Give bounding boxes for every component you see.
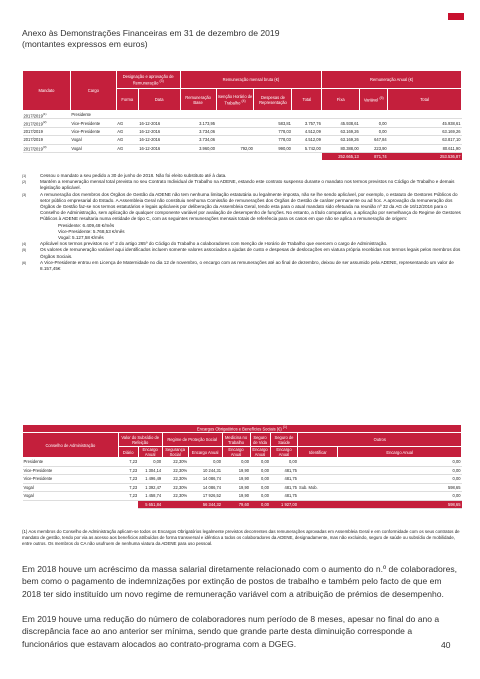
cell-seguro-saude: 0,00: [270, 458, 298, 467]
cell-variavel: 0,00: [360, 119, 388, 127]
header-rem-mensal: Remuneração mensal bruta (€): [180, 71, 322, 89]
cell-seguranca-social: 22,30%: [162, 466, 188, 475]
header-diario: Diário: [118, 447, 138, 458]
note-marker: (3): [22, 192, 27, 197]
cell-seguro-vida: 0,00: [250, 492, 270, 501]
remuneration-table: [22, 70, 462, 160]
header-encargo-anual-1: Encargo Anual: [138, 447, 162, 458]
totals-blank: [298, 500, 338, 509]
header-isencao: Isenção Horário de Trabalho $^{(4)}$: [216, 89, 254, 111]
cell-total: 4.512,09: [292, 136, 322, 144]
cell-cargo: Vogal: [23, 483, 119, 492]
totals-blank: [162, 500, 188, 509]
cell-mandato: 2017/2019: [23, 136, 71, 144]
cell-cargo: Vice-Presidente: [70, 119, 116, 127]
cell-base: 3.734,06: [180, 127, 216, 135]
cell-forma: AG: [116, 119, 138, 127]
header-fixa: Fixa: [322, 89, 360, 111]
table2-footnote: (1) Aos membros do Conselho de Administração aplicam-se todos os Encargos Obrigatórios legalmente previstos decorrentes das remunerações aprovadas em Assembleia Geral e em conformidade com os seus contratos de mandato de gestão, tendo por via as acesso aos benefícios atribuídos de forma transversal e idêntica a todos os colaboradores da ADENE, designadamente, mas não excluindo, seguro de saúde ou subsídio de mobilidade, entre outros. Os membros do CA não usufruem de nenhuma viatura da ADENE para uso pessoal.: [22, 529, 460, 546]
cell-forma: AG: [116, 136, 138, 144]
cell-identificar: [298, 458, 338, 467]
header-mandato: Mandato: [23, 71, 71, 111]
cell-total-anual: [388, 111, 462, 119]
header-encargo-anual-4: Encargo Anual: [250, 447, 270, 458]
header-data: Data: [138, 89, 180, 111]
header-protecao: Regime de Proteção Social: [162, 433, 222, 447]
note-marker: (4): [22, 242, 27, 247]
total-encargo-protecao: 56 344,32: [188, 500, 222, 509]
cell-data: 16-12-2016: [138, 136, 180, 144]
cell-medicina: 19,90: [222, 466, 250, 475]
cell-total-anual: 63.817,10: [388, 136, 462, 144]
note-text: A remuneração dos membros dos Órgãos de Gestão da ADENE não tem nenhuma limitação estatutária ou legalmente imposta, não se lhe sendo aplicável, por exemplo, o estatuto de Gestores Públicos do setor público empresarial do Estado. A Assembleia Geral não constituiu nenhuma Comissão de remunerações dos Órgãos de Gestão de caráter permanente ou ad hoc. A aprovação da remuneração dos Órgãos de Gestão faz-se nos termos estatutários e legais aplicáveis por deliberação da Assembleia Geral, tendo esta para o atual mandato sido efetuada na reunião nº 32 da AG de 16/12/2016 para o Conselho de Administração, sem aplicação de qualquer componente variável por avaliação de desempenho de funções. No entanto, a título comparativo, a aplicação por semelhança do Regime de Gestores Públicos à ADENE resultaria numa entidade de tipo C, com as seguintes remunerações mensais totais de referência para os casos em que não se aplica a remuneração de origem:: [40, 191, 461, 222]
cell-data: 16-12-2016: [138, 127, 180, 135]
table-row: [23, 483, 462, 492]
note-text: Vogal: 5.127,58 €/mês: [58, 235, 104, 241]
note-marker: (2): [22, 180, 27, 185]
totals-row: [23, 152, 462, 160]
table-row: [23, 475, 462, 484]
note-text: Vice-Presidente: 5.768,53 €/mês: [58, 228, 125, 234]
total-variavel: 871,74: [360, 152, 388, 160]
note-item: [22, 260, 462, 272]
header-designacao: Designação e aprovação de Remuneração $^{(3)}$: [116, 71, 180, 89]
header-encargo-anual-3: Encargo Anual: [222, 447, 250, 458]
header-rem-base: Remuneração Base: [180, 89, 216, 111]
header-encargo-anual-5: Encargo Anual: [270, 447, 298, 458]
cell-diario: 7,23: [118, 466, 138, 475]
cell-seguro-vida: 0,00: [250, 458, 270, 467]
table-row: [23, 466, 462, 475]
table-row: [23, 111, 462, 119]
cell-despesas: 778,03: [254, 136, 292, 144]
cell-diario: 7,23: [118, 475, 138, 484]
cell-total-anual: 80.611,90: [388, 144, 462, 152]
cell-encargo-outros: 0,00: [338, 466, 462, 475]
cell-seguro-saude: 481,75: [270, 466, 298, 475]
cell-forma: [116, 111, 138, 119]
header-variavel: Variável $^{(5)}$: [360, 89, 388, 111]
cell-diario: 7,23: [118, 458, 138, 467]
header-total-anual: Total: [388, 89, 462, 111]
note-marker: (1): [22, 174, 27, 178]
header-identificar: Identificar: [298, 447, 338, 458]
cell-cargo: Vogal: [23, 492, 119, 501]
totals-row: [23, 500, 462, 509]
header-conselho: Conselho de Administração: [23, 433, 119, 458]
cell-seguro-vida: 0,00: [250, 466, 270, 475]
cell-encargo-outros: 0,00: [338, 475, 462, 484]
header-encargo-anual-2: Encargo Anual: [188, 447, 222, 458]
cell-encargo-protecao: 10 244,31: [188, 466, 222, 475]
header-accent-bar: [448, 13, 464, 20]
cell-fixa: [322, 111, 360, 119]
cell-encargo-outros: 598,65: [338, 483, 462, 492]
header-seguro-vida: Seguro de Vida: [250, 433, 270, 447]
cell-seguro-vida: 0,00: [250, 483, 270, 492]
cell-despesas: 990,00: [254, 144, 292, 152]
cell-mandato: 2017/2019$^{(3)}$: [23, 144, 71, 152]
table-row: [23, 136, 462, 144]
header-forma: Forma: [116, 89, 138, 111]
cell-identificar: [298, 492, 338, 501]
table-row: [23, 144, 462, 152]
cell-seguro-saude: 481,75: [270, 492, 298, 501]
note-text: Cessou o mandato a seu pedido a 30 de junho de 2018. Não foi eleito substituto até à data.: [40, 173, 227, 178]
social-charges-table: [22, 424, 462, 509]
cell-base: 3.960,00: [180, 144, 216, 152]
header-outros: Outros: [298, 433, 462, 447]
page-number: 40: [441, 640, 451, 650]
cell-seguro-saude: 481,75: [270, 483, 298, 492]
cell-medicina: 19,90: [222, 483, 250, 492]
cell-fixa: 63.169,26: [322, 127, 360, 135]
header-rem-anual: Remuneração Anual (€): [322, 71, 462, 89]
cell-fixa: 45.938,61: [322, 119, 360, 127]
cell-isencao: [216, 136, 254, 144]
cell-cargo: Presidente: [23, 458, 119, 467]
total-fixa: 252.665,13: [322, 152, 360, 160]
cell-identificar: [298, 466, 338, 475]
cell-medicina: 19,90: [222, 492, 250, 501]
cell-encargo-refeicao: 1 392,47: [138, 483, 162, 492]
cell-medicina: 19,90: [222, 475, 250, 484]
cell-variavel: 647,84: [360, 136, 388, 144]
note-text: Os valores de remuneração variável aqui identificados incluem somente valores associados a ajudas de custo e despesas de deslocações em viatura própria recebidas nos termos legais pelos membros dos Órgãos Sociais.: [40, 247, 461, 259]
totals-spacer: [23, 152, 322, 160]
cell-mandato: 2017/2019: [23, 127, 71, 135]
total-seguro-saude: 1 927,00: [270, 500, 298, 509]
cell-cargo: Vice-Presidente: [70, 127, 116, 135]
cell-total: 4.512,09: [292, 127, 322, 135]
note-text: Presidente: 6.409,48 €/mês: [58, 222, 115, 228]
paragraph-2019: Em 2019 houve uma redução do número de colaboradores num período de 8 meses, apesar no final do ano a discrepância face ao ano anterior ser mínima, sendo que grande parte desta diminuição corresponde a funcionários que estavam alocados ao contrato-programa com a DGEG.: [22, 614, 440, 649]
cell-isencao: [216, 111, 254, 119]
table-row: [23, 119, 462, 127]
cell-encargo-protecao: 14 086,74: [188, 475, 222, 484]
cell-encargo-refeicao: 1 458,74: [138, 492, 162, 501]
header-medicina: Medicina no Trabalho: [222, 433, 250, 447]
note-text: Mantém a remuneração mensal total prevista no seu Contrato Individual de Trabalho na ADENE, estando este contrato suspenso durante o mandato nos termos previstos no Código de Trabalho e demais legislação aplicável.: [40, 179, 455, 191]
cell-total-anual: 63.169,26: [388, 127, 462, 135]
cell-cargo: Presidente: [70, 111, 116, 119]
table-row: [23, 458, 462, 467]
cell-forma: AG: [116, 144, 138, 152]
note-item: [22, 247, 462, 259]
cell-seguranca-social: 22,30%: [162, 492, 188, 501]
cell-identificar: [298, 475, 338, 484]
note-text: Aplicável nos termos previstos no nº 2 do artigo 265º do Código do Trabalho a colaboradores com Isenção de Horário de Trabalho que exercem o cargo de Administração.: [40, 241, 388, 247]
cell-fixa: 80.388,00: [322, 144, 360, 152]
cell-seguranca-social: 22,30%: [162, 475, 188, 484]
cell-fixa: 63.169,26: [322, 136, 360, 144]
header-seguro-saude: Seguro de Saúde: [270, 433, 298, 447]
cell-variavel: 0,00: [360, 127, 388, 135]
cell-despesas: [254, 111, 292, 119]
note-text: A Vice-Presidente entrou em Licença de Maternidade no dia 12 de novembro, o encargo com as remunerações até ao final de dezembro, deixou de ser assumido pela ADENE, representando um valor de 8.157,45€: [40, 259, 454, 272]
cell-encargo-protecao: 17 926,52: [188, 492, 222, 501]
header-encargos: Encargos Obrigatórios e Benefícios Sociais (€) $^{(1)}$: [23, 425, 462, 433]
cell-variavel: 223,90: [360, 144, 388, 152]
cell-seguro-vida: 0,00: [250, 475, 270, 484]
cell-identificar: Sub. Mob.: [298, 483, 338, 492]
cell-encargo-refeicao: 1 496,49: [138, 475, 162, 484]
title-line-2: (montantes expressos em euros): [22, 38, 148, 49]
cell-cargo: Vice-Presidente: [23, 475, 119, 484]
header-despesas: Despesas de Representação: [254, 89, 292, 111]
title-line-1: Anexo às Demonstrações Financeiras em 31 de dezembro de 2019: [22, 28, 280, 38]
cell-despesas: 583,81: [254, 119, 292, 127]
total-encargo-outros: 598,65: [338, 500, 462, 509]
cell-encargo-protecao: 14 086,74: [188, 483, 222, 492]
cell-total: 5.742,00: [292, 144, 322, 152]
total-encargo-refeicao: 5 651,84: [138, 500, 162, 509]
cell-diario: 7,23: [118, 483, 138, 492]
cell-total: [292, 111, 322, 119]
cell-encargo-refeicao: 0,00: [138, 458, 162, 467]
page-title: [22, 28, 279, 49]
cell-forma: AG: [116, 127, 138, 135]
cell-data: [138, 111, 180, 119]
note-item: [22, 192, 462, 223]
header-cargo: Cargo: [70, 71, 116, 111]
header-encargo-anual-6: Encargo Anual: [338, 447, 462, 458]
cell-data: 16-12-2016: [138, 119, 180, 127]
cell-encargo-protecao: 0,00: [188, 458, 222, 467]
cell-total-anual: 45.938,61: [388, 119, 462, 127]
cell-cargo: Vogal: [70, 136, 116, 144]
header-seguranca-social: Segurança Social: [162, 447, 188, 458]
cell-mandato: 2017/2019$^{(2)}$: [23, 119, 71, 127]
cell-base: 3.734,06: [180, 136, 216, 144]
table1-notes: [22, 173, 462, 272]
cell-encargo-outros: 0,00: [338, 492, 462, 501]
table-row: [23, 127, 462, 135]
total-seguro-vida: 0,00: [250, 500, 270, 509]
total-medicina: 79,60: [222, 500, 250, 509]
cell-despesas: 778,03: [254, 127, 292, 135]
cell-isencao: [216, 119, 254, 127]
cell-isencao: [216, 127, 254, 135]
cell-seguro-saude: 481,75: [270, 475, 298, 484]
header-total: Total: [292, 89, 322, 111]
table-row: [23, 492, 462, 501]
cell-cargo: Vice-Presidente: [23, 466, 119, 475]
cell-seguranca-social: 22,30%: [162, 458, 188, 467]
cell-seguranca-social: 22,30%: [162, 483, 188, 492]
total-anual: 253.536,87: [388, 152, 462, 160]
paragraph-2018: Em 2018 houve um acréscimo da massa salarial diretamente relacionado com o aumento do n.º de colaboradores, bem como o pagamento de indemnizações por extinção de postos de trabalho e também pelo facto de que em 2018 ter sido instituído um novo regime de remuneração variável com a atribuição de prémios de desempenho.: [22, 564, 457, 599]
cell-base: 3.173,95: [180, 119, 216, 127]
note-marker: (5): [22, 248, 27, 253]
cell-medicina: 0,00: [222, 458, 250, 467]
cell-diario: 7,23: [118, 492, 138, 501]
cell-variavel: [360, 111, 388, 119]
cell-cargo: Vogal: [70, 144, 116, 152]
cell-mandato: 2017/2019$^{(1)}$: [23, 111, 71, 119]
cell-isencao: 792,00: [216, 144, 254, 152]
note-marker: (6): [22, 260, 27, 265]
cell-data: 16-12-2016: [138, 144, 180, 152]
header-subsidio: Valor do Subsídio de Refeição: [118, 433, 162, 447]
totals-spacer: [23, 500, 139, 509]
cell-total: 3.757,76: [292, 119, 322, 127]
cell-encargo-refeicao: 1 304,14: [138, 466, 162, 475]
cell-encargo-outros: 0,00: [338, 458, 462, 467]
cell-base: [180, 111, 216, 119]
note-item: [22, 179, 462, 191]
